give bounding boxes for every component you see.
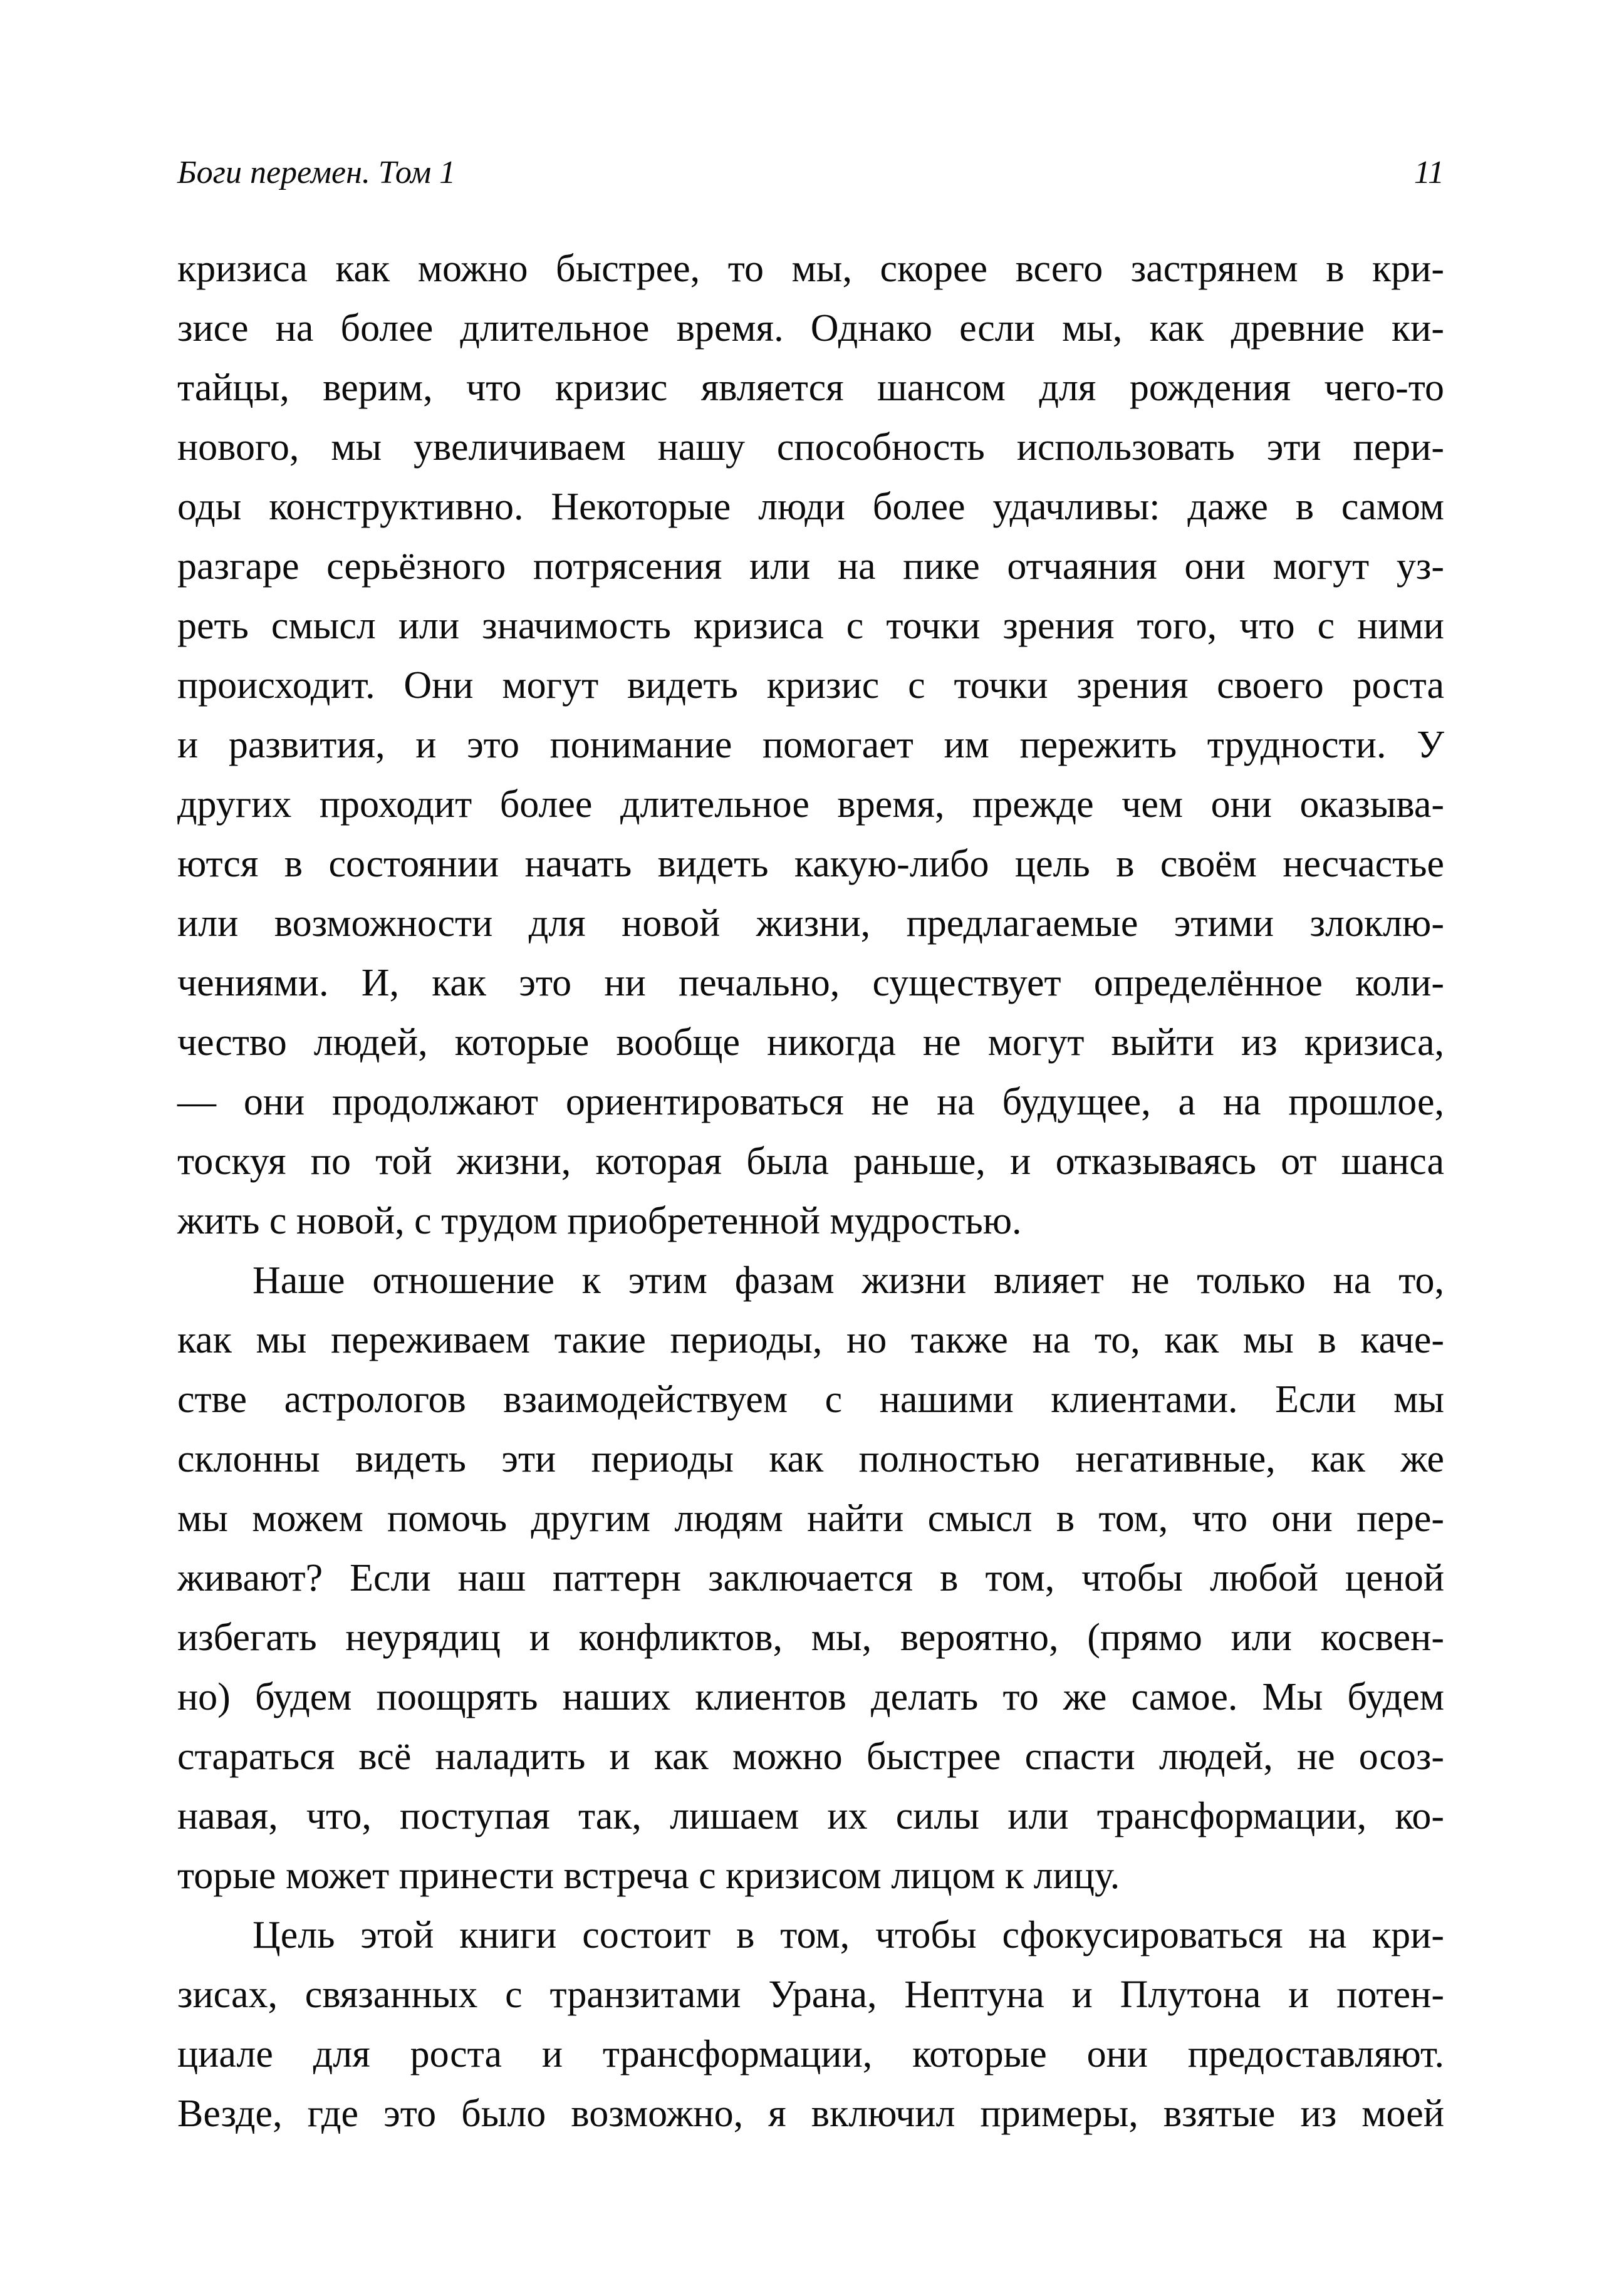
text-line: происходит. Они могут видеть кризис с точки зрения своего роста bbox=[177, 664, 1444, 707]
text-line: кризиса как можно быстрее, то мы, скорее всего застрянем в кри- bbox=[177, 247, 1444, 290]
text-line: чениями. И, как это ни печально, существует определённое коли- bbox=[177, 962, 1444, 1004]
page-number: 11 bbox=[1413, 155, 1444, 190]
text-line: Цель этой книги состоит в том, чтобы сфокусироваться на кри- bbox=[252, 1914, 1444, 1956]
text-line: стараться всё наладить и как можно быстрее спасти людей, не осоз- bbox=[177, 1735, 1444, 1778]
text-line: ются в состоянии начать видеть какую-либо цель в своём несчастье bbox=[177, 843, 1444, 885]
text-line: но) будем поощрять наших клиентов делать то же самое. Мы будем bbox=[177, 1676, 1444, 1718]
text-line: или возможности для новой жизни, предлагаемые этими злоклю- bbox=[177, 902, 1444, 945]
body-text bbox=[177, 239, 1444, 2144]
text-line: избегать неурядиц и конфликтов, мы, вероятно, (прямо или косвен- bbox=[177, 1616, 1444, 1659]
text-line: оды конструктивно. Некоторые люди более удачливы: даже в самом bbox=[177, 486, 1444, 528]
text-line: других проходит более длительное время, прежде чем они оказыва- bbox=[177, 783, 1444, 826]
text-line: живают? Если наш паттерн заключается в том, чтобы любой ценой bbox=[177, 1557, 1444, 1599]
text-line: жить с новой, с трудом приобретенной мудростью. bbox=[177, 1200, 1022, 1242]
text-line: навая, что, поступая так, лишаем их силы или трансформации, ко- bbox=[177, 1795, 1444, 1837]
text-line: разгаре серьёзного потрясения или на пике отчаяния они могут уз- bbox=[177, 545, 1444, 588]
text-line: циале для роста и трансформации, которые они предоставляют. bbox=[177, 2033, 1444, 2075]
text-line: тоскуя по той жизни, которая была раньше, и отказываясь от шанса bbox=[177, 1140, 1444, 1183]
text-line: и развития, и это понимание помогает им пережить трудности. У bbox=[177, 724, 1444, 766]
running-title: Боги перемен. Том 1 bbox=[177, 155, 456, 190]
page-header bbox=[177, 154, 1444, 192]
text-line: зисе на более длительное время. Однако если мы, как древние ки- bbox=[177, 307, 1444, 350]
text-line: мы можем помочь другим людям найти смысл в том, что они пере- bbox=[177, 1497, 1444, 1540]
text-line: — они продолжают ориентироваться не на будущее, а на прошлое, bbox=[177, 1081, 1444, 1123]
text-line: Везде, где это было возможно, я включил примеры, взятые из моей bbox=[177, 2092, 1444, 2135]
text-line: стве астрологов взаимодействуем с нашими клиентами. Если мы bbox=[177, 1378, 1444, 1421]
text-line: Наше отношение к этим фазам жизни влияет не только на то, bbox=[252, 1259, 1444, 1302]
text-line: торые может принести встреча с кризисом лицом к лицу. bbox=[177, 1854, 1120, 1897]
text-line: тайцы, верим, что кризис является шансом для рождения чего-то bbox=[177, 366, 1444, 409]
text-line: реть смысл или значимость кризиса с точки зрения того, что с ними bbox=[177, 605, 1444, 647]
text-line: склонны видеть эти периоды как полностью негативные, как же bbox=[177, 1438, 1444, 1480]
text-line: нового, мы увеличиваем нашу способность использовать эти пери- bbox=[177, 426, 1444, 469]
text-line: как мы переживаем такие периоды, но также на то, как мы в каче- bbox=[177, 1319, 1444, 1361]
text-line: чество людей, которые вообще никогда не могут выйти из кризиса, bbox=[177, 1021, 1444, 1064]
text-line: зисах, связанных с транзитами Урана, Нептуна и Плутона и потен- bbox=[177, 1973, 1444, 2016]
